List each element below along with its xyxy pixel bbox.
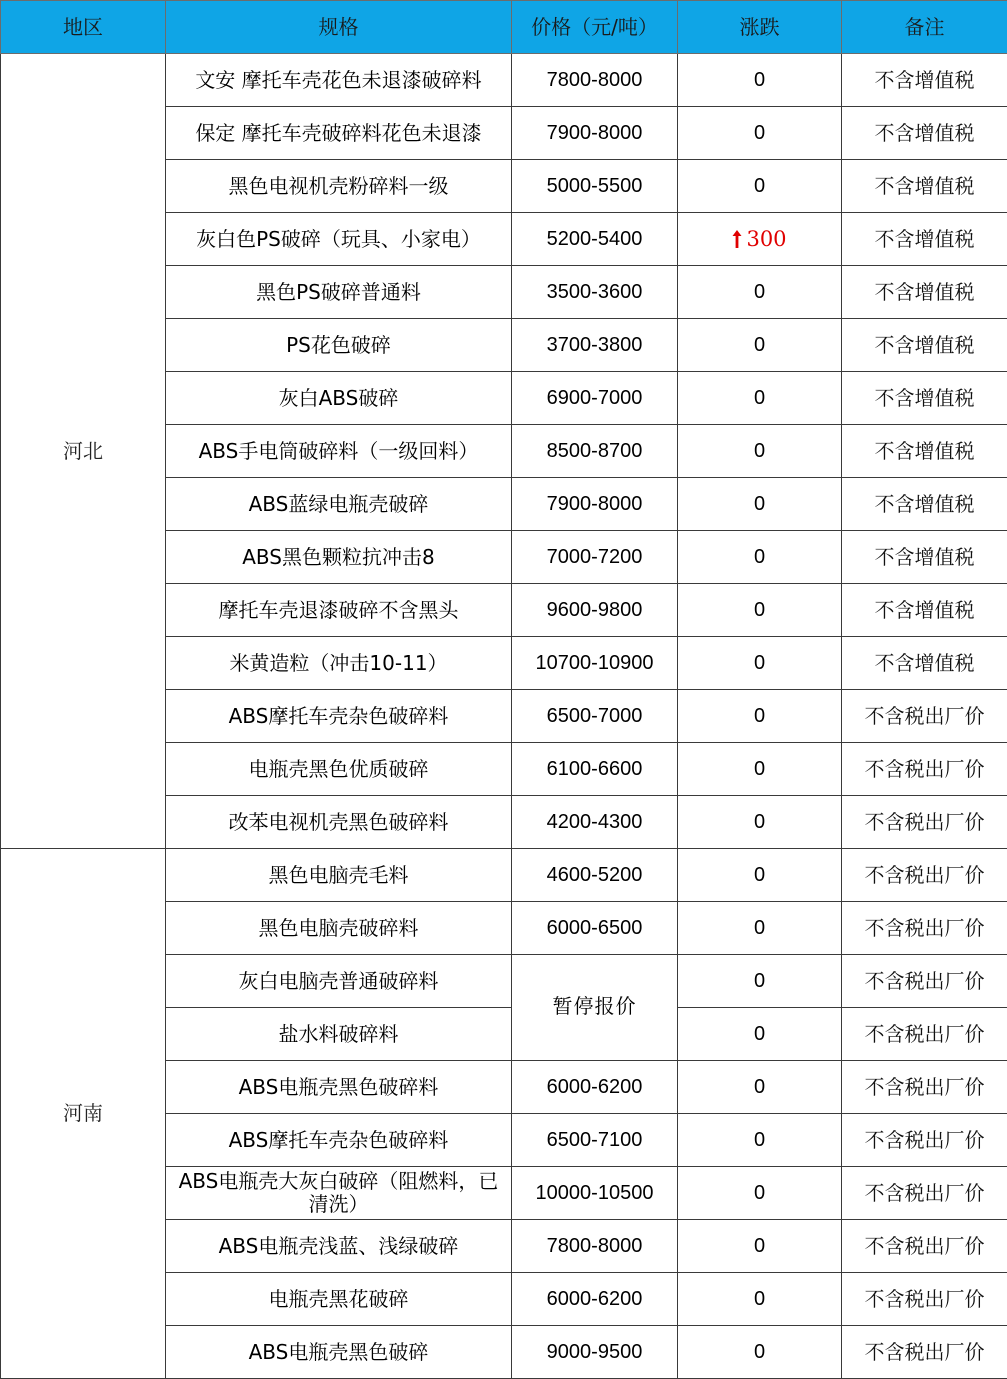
- change-cell: 0: [678, 107, 842, 160]
- price-cell: 10700-10900: [512, 637, 678, 690]
- spec-cell: ABS手电筒破碎料（一级回料）: [166, 425, 512, 478]
- spec-cell: 电瓶壳黑色优质破碎: [166, 743, 512, 796]
- change-cell: 0: [678, 584, 842, 637]
- price-cell: 6900-7000: [512, 372, 678, 425]
- spec-cell: 灰白色PS破碎（玩具、小家电）: [166, 213, 512, 266]
- change-cell: 0: [678, 425, 842, 478]
- note-cell: 不含增值税: [842, 637, 1007, 690]
- change-cell: 0: [678, 1220, 842, 1273]
- note-cell: 不含税出厂价: [842, 1326, 1007, 1379]
- change-cell: 0: [678, 690, 842, 743]
- note-cell: 不含增值税: [842, 584, 1007, 637]
- note-cell: 不含税出厂价: [842, 1273, 1007, 1326]
- note-cell: 不含税出厂价: [842, 743, 1007, 796]
- region-henan: 河南: [1, 849, 166, 1379]
- note-cell: 不含税出厂价: [842, 849, 1007, 902]
- price-cell: 7800-8000: [512, 1220, 678, 1273]
- note-cell: 不含税出厂价: [842, 1167, 1007, 1220]
- note-cell: 不含增值税: [842, 319, 1007, 372]
- price-cell: 6100-6600: [512, 743, 678, 796]
- spec-cell: 黑色电视机壳粉碎料一级: [166, 160, 512, 213]
- note-cell: 不含增值税: [842, 54, 1007, 107]
- header-change: 涨跌: [678, 1, 842, 54]
- note-cell: 不含增值税: [842, 160, 1007, 213]
- price-cell: 6000-6200: [512, 1061, 678, 1114]
- spec-cell: 灰白ABS破碎: [166, 372, 512, 425]
- note-cell: 不含增值税: [842, 372, 1007, 425]
- price-cell: 5200-5400: [512, 213, 678, 266]
- change-cell: 0: [678, 1273, 842, 1326]
- spec-cell: 电瓶壳黑花破碎: [166, 1273, 512, 1326]
- note-cell: 不含增值税: [842, 425, 1007, 478]
- spec-cell: ABS蓝绿电瓶壳破碎: [166, 478, 512, 531]
- header-price: 价格（元/吨）: [512, 1, 678, 54]
- note-cell: 不含增值税: [842, 107, 1007, 160]
- price-cell: 7900-8000: [512, 107, 678, 160]
- spec-cell: 米黄造粒（冲击10-11）: [166, 637, 512, 690]
- note-cell: 不含税出厂价: [842, 902, 1007, 955]
- header-row: [1, 1, 1007, 54]
- spec-cell: 盐水料破碎料: [166, 1008, 512, 1061]
- spec-cell: ABS摩托车壳杂色破碎料: [166, 1114, 512, 1167]
- change-cell: 0: [678, 1061, 842, 1114]
- price-cell: 7900-8000: [512, 478, 678, 531]
- note-cell: 不含增值税: [842, 478, 1007, 531]
- spec-cell: 黑色PS破碎普通料: [166, 266, 512, 319]
- header-spec: 规格: [166, 1, 512, 54]
- up-arrow-icon: [732, 227, 742, 251]
- price-cell: 3500-3600: [512, 266, 678, 319]
- spec-cell: 改苯电视机壳黑色破碎料: [166, 796, 512, 849]
- spec-cell: 黑色电脑壳破碎料: [166, 902, 512, 955]
- note-cell: 不含税出厂价: [842, 1061, 1007, 1114]
- change-cell: 0: [678, 1008, 842, 1061]
- spec-cell: 摩托车壳退漆破碎不含黑头: [166, 584, 512, 637]
- change-cell: 0: [678, 478, 842, 531]
- header-note: 备注: [842, 1, 1007, 54]
- note-cell: 不含增值税: [842, 531, 1007, 584]
- spec-cell: PS花色破碎: [166, 319, 512, 372]
- table-row: [1, 849, 1007, 902]
- spec-cell: ABS黑色颗粒抗冲击8: [166, 531, 512, 584]
- table-row: [1, 54, 1007, 107]
- change-cell: 0: [678, 902, 842, 955]
- change-cell: 0: [678, 1114, 842, 1167]
- spec-cell: 保定 摩托车壳破碎料花色未退漆: [166, 107, 512, 160]
- spec-cell: ABS电瓶壳浅蓝、浅绿破碎: [166, 1220, 512, 1273]
- change-cell: 0: [678, 319, 842, 372]
- change-cell: 0: [678, 266, 842, 319]
- price-cell: 4200-4300: [512, 796, 678, 849]
- spec-cell: ABS电瓶壳大灰白破碎（阻燃料，已清洗）: [166, 1167, 512, 1220]
- spec-cell: ABS电瓶壳黑色破碎: [166, 1326, 512, 1379]
- note-cell: 不含税出厂价: [842, 1220, 1007, 1273]
- price-cell: 6500-7000: [512, 690, 678, 743]
- table-body: [1, 54, 1007, 1379]
- change-value: 300: [746, 226, 787, 251]
- spec-cell: ABS摩托车壳杂色破碎料: [166, 690, 512, 743]
- price-cell: 6000-6200: [512, 1273, 678, 1326]
- change-cell: 0: [678, 743, 842, 796]
- price-cell: 8500-8700: [512, 425, 678, 478]
- note-cell: 不含税出厂价: [842, 1008, 1007, 1061]
- note-cell: 不含税出厂价: [842, 796, 1007, 849]
- note-cell: 不含税出厂价: [842, 1114, 1007, 1167]
- note-cell: 不含税出厂价: [842, 690, 1007, 743]
- change-cell-up: [678, 213, 842, 266]
- change-cell: 0: [678, 531, 842, 584]
- change-cell: 0: [678, 372, 842, 425]
- change-cell: 0: [678, 1167, 842, 1220]
- price-cell: 3700-3800: [512, 319, 678, 372]
- region-hebei: 河北: [1, 54, 166, 849]
- change-cell: 0: [678, 54, 842, 107]
- spec-cell: 文安 摩托车壳花色未退漆破碎料: [166, 54, 512, 107]
- price-cell: 6000-6500: [512, 902, 678, 955]
- price-cell: 4600-5200: [512, 849, 678, 902]
- change-cell: 0: [678, 637, 842, 690]
- note-cell: 不含税出厂价: [842, 955, 1007, 1008]
- note-cell: 不含增值税: [842, 266, 1007, 319]
- table-header: [1, 1, 1007, 54]
- price-cell: 5000-5500: [512, 160, 678, 213]
- header-region: 地区: [1, 1, 166, 54]
- note-cell: 不含增值税: [842, 213, 1007, 266]
- change-cell: 0: [678, 796, 842, 849]
- change-cell: 0: [678, 955, 842, 1008]
- spec-cell: ABS电瓶壳黑色破碎料: [166, 1061, 512, 1114]
- price-cell: 9000-9500: [512, 1326, 678, 1379]
- change-cell: 0: [678, 1326, 842, 1379]
- price-cell: 9600-9800: [512, 584, 678, 637]
- spec-cell: 灰白电脑壳普通破碎料: [166, 955, 512, 1008]
- spec-cell: 黑色电脑壳毛料: [166, 849, 512, 902]
- price-cell: 7800-8000: [512, 54, 678, 107]
- change-cell: 0: [678, 160, 842, 213]
- price-cell: 7000-7200: [512, 531, 678, 584]
- price-suspended-cell: 暂停报价: [512, 955, 678, 1061]
- change-cell: 0: [678, 849, 842, 902]
- price-cell: 10000-10500: [512, 1167, 678, 1220]
- price-cell: 6500-7100: [512, 1114, 678, 1167]
